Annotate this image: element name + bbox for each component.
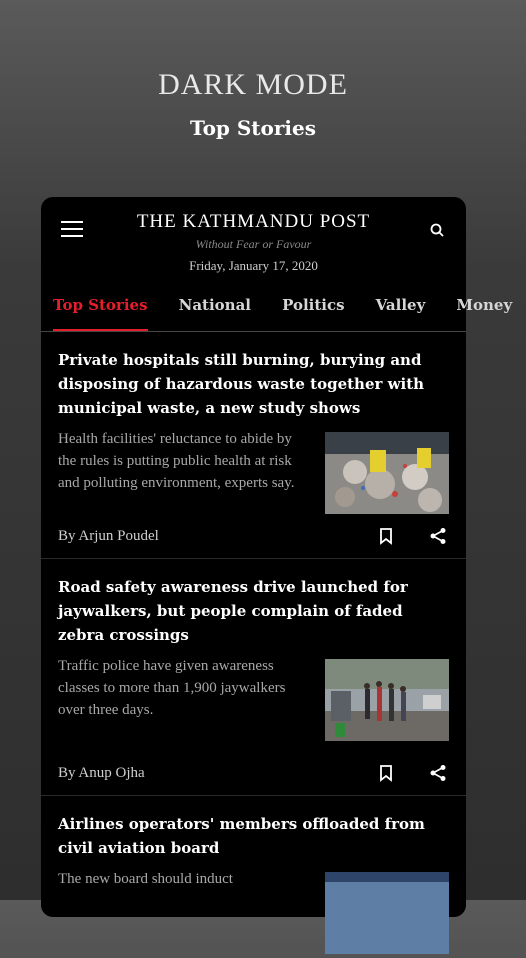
app-screen bbox=[41, 197, 513, 917]
article-card[interactable] bbox=[41, 332, 466, 559]
article-headline[interactable]: Airlines operators' members offloaded from civil aviation board bbox=[58, 815, 425, 857]
bookmark-icon[interactable] bbox=[375, 525, 397, 547]
date-label: Friday, January 17, 2020 bbox=[189, 258, 318, 273]
article-summary: Traffic police have given awareness classes to more than 1,900 jaywalkers over three days. bbox=[58, 658, 286, 718]
search-icon[interactable] bbox=[430, 222, 444, 236]
article-summary: The new board should induct bbox=[58, 871, 233, 887]
share-icon[interactable] bbox=[427, 762, 449, 784]
article-thumbnail[interactable] bbox=[325, 872, 449, 954]
tab-money[interactable]: Money bbox=[456, 296, 513, 314]
article-headline[interactable]: Road safety awareness drive launched for jaywalkers, but people complain of faded zebra crossings bbox=[58, 578, 408, 644]
article-author: By Anup Ojha bbox=[58, 764, 145, 781]
app-header bbox=[41, 197, 466, 285]
article-headline[interactable]: Private hospitals still burning, burying and disposing of hazardous waste together with municipal waste, a new study shows bbox=[58, 351, 425, 417]
tab-national[interactable]: National bbox=[178, 296, 251, 314]
article-thumbnail[interactable] bbox=[325, 659, 449, 741]
article-summary: Health facilities' reluctance to abide by the rules is putting public health at risk and polluting environment, experts say. bbox=[58, 431, 295, 491]
article-card[interactable] bbox=[41, 559, 466, 796]
article-thumbnail[interactable] bbox=[325, 432, 449, 514]
app-logo: THE KATHMANDU POST bbox=[136, 211, 371, 232]
tab-top-stories[interactable]: Top Stories bbox=[41, 285, 160, 331]
promo-title: DARK MODE bbox=[158, 68, 348, 101]
news-feed bbox=[41, 332, 466, 954]
bookmark-icon[interactable] bbox=[375, 762, 397, 784]
category-tabs bbox=[41, 285, 513, 332]
share-icon[interactable] bbox=[427, 525, 449, 547]
article-card[interactable] bbox=[41, 796, 466, 954]
tagline: Without Fear or Favour bbox=[195, 237, 312, 251]
article-author: By Arjun Poudel bbox=[58, 527, 159, 544]
tab-politics[interactable]: Politics bbox=[282, 296, 345, 314]
tab-valley[interactable]: Valley bbox=[375, 296, 426, 314]
promo-subtitle: Top Stories bbox=[189, 116, 316, 140]
